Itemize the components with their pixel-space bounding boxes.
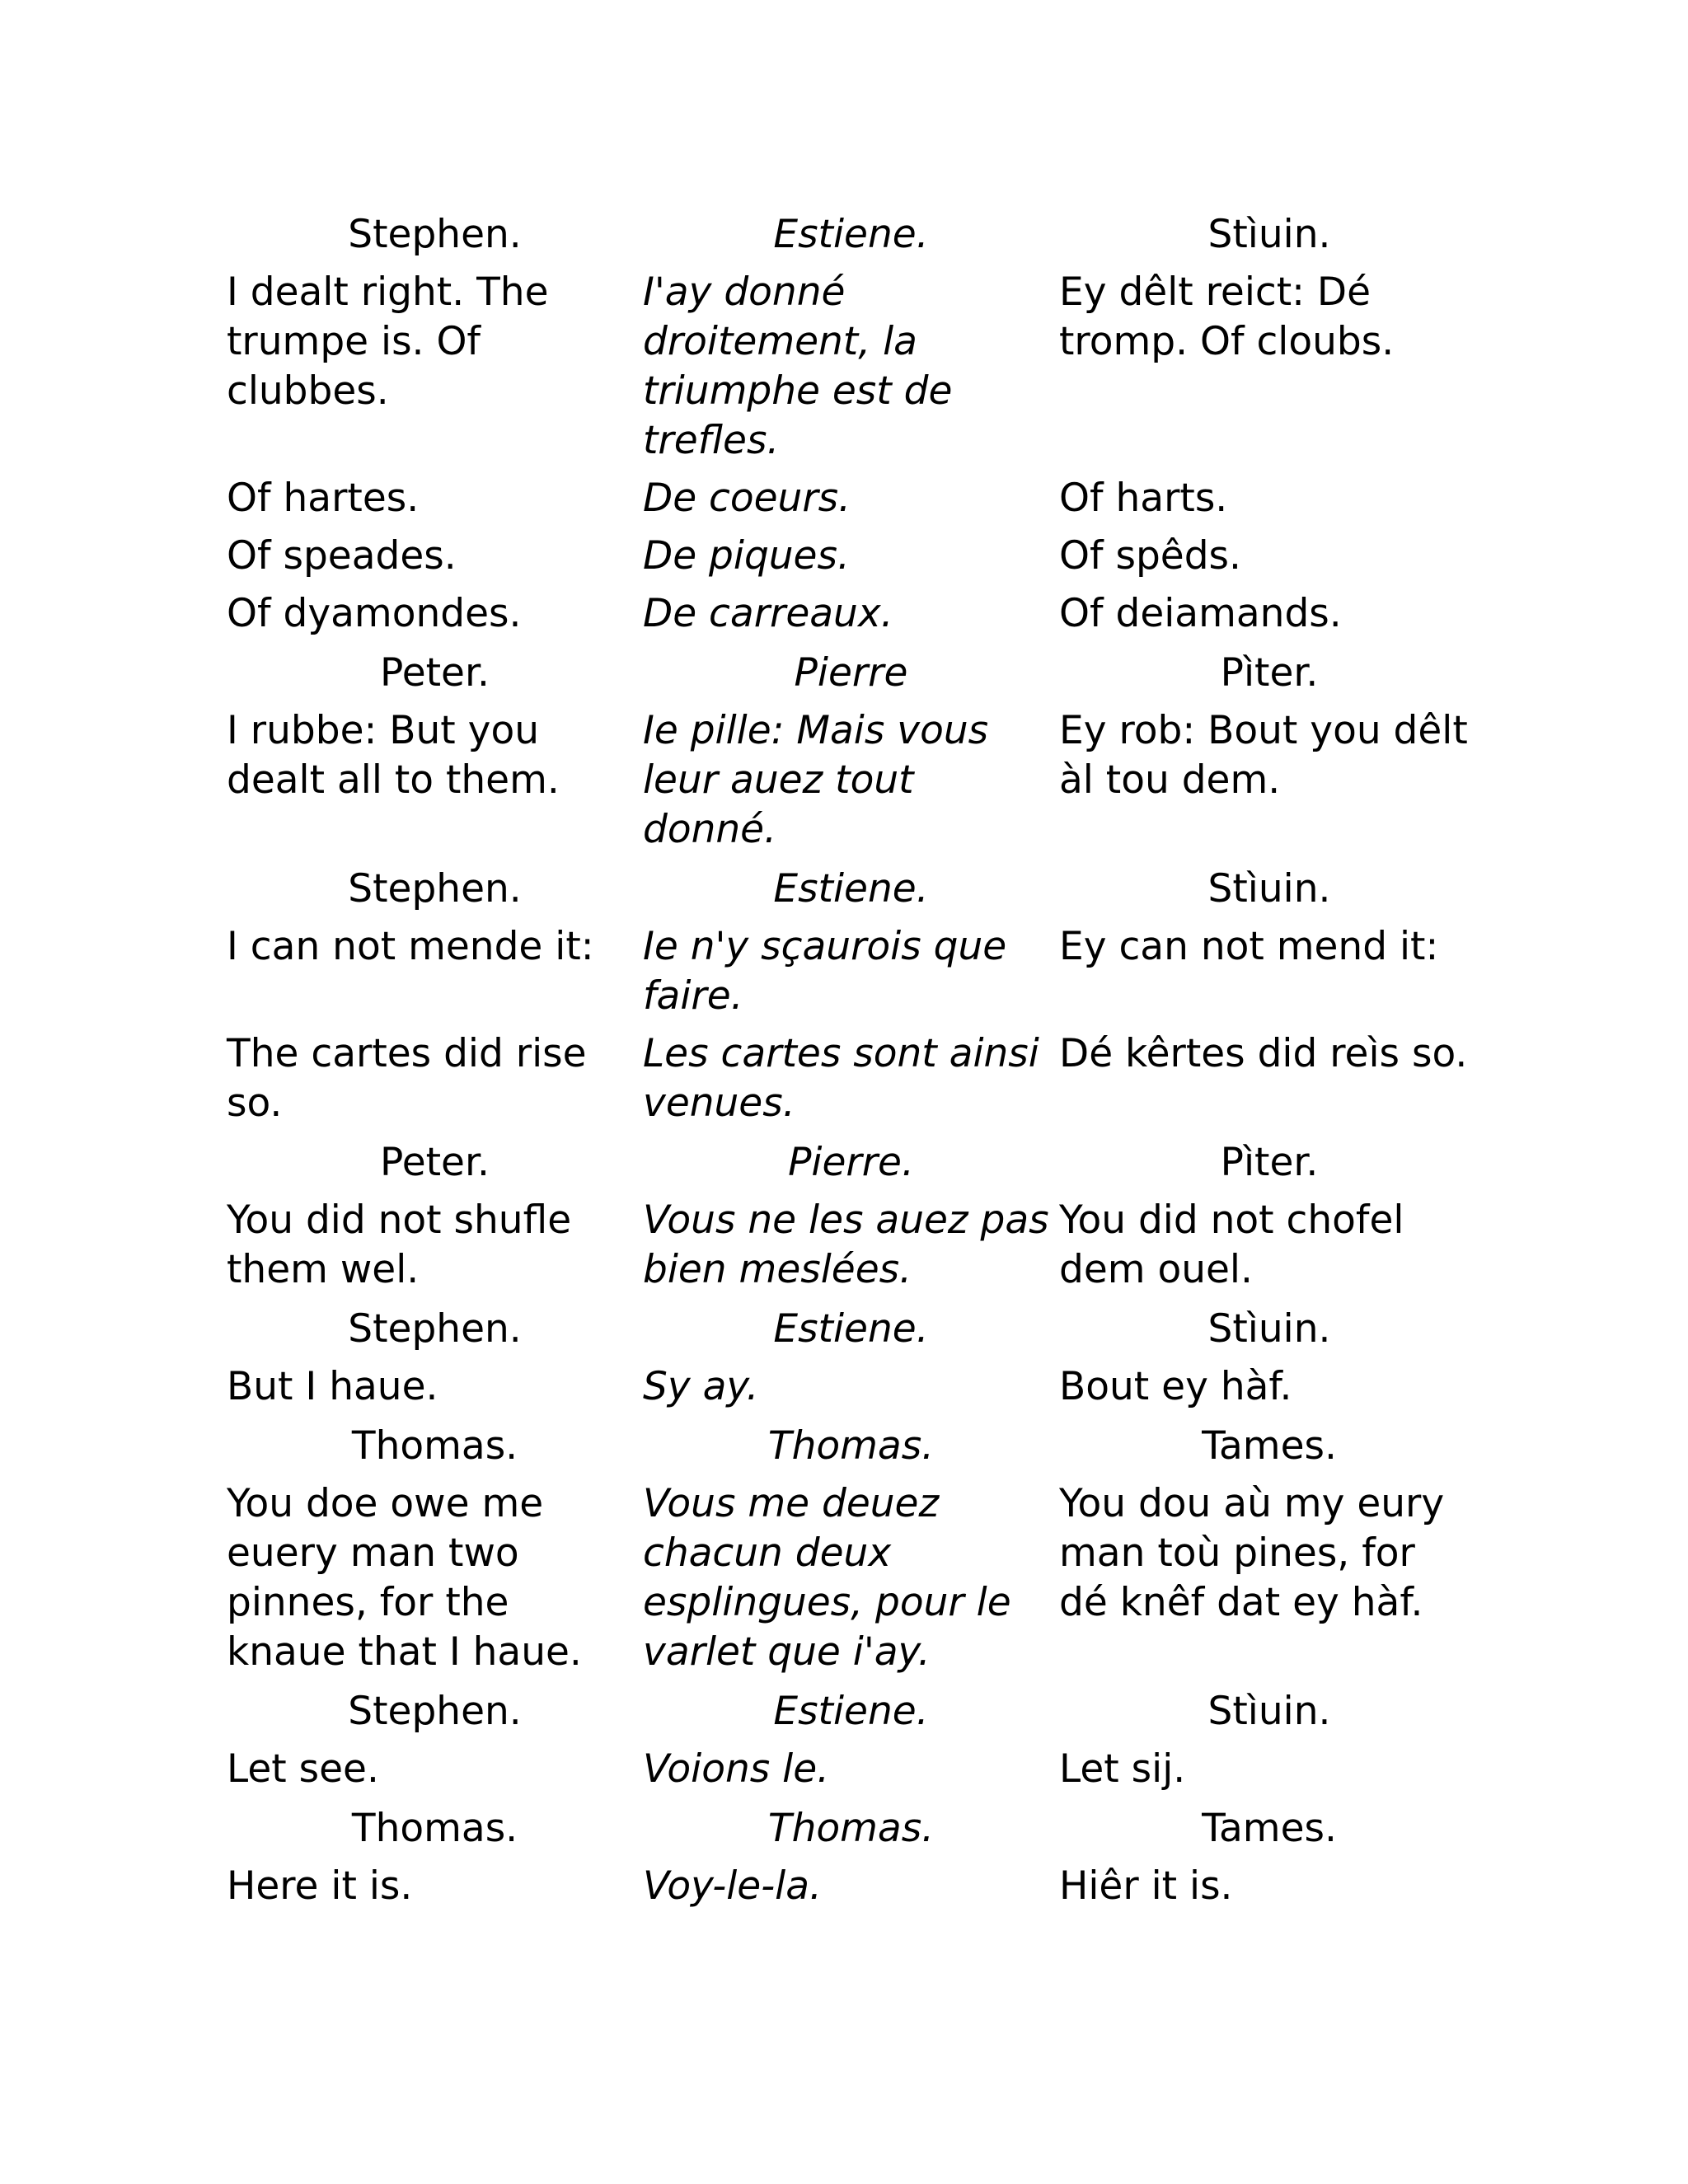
french-cell: Vous ne les auez pas bien meslées. <box>643 1197 1049 1292</box>
phonetic-cell: Dé kêrtes did reìs so. <box>1059 1031 1468 1076</box>
french-speaker: Thomas. <box>767 1423 935 1469</box>
dialogue-row <box>227 268 1479 474</box>
english-cell: The cartes did rise so. <box>227 1031 587 1126</box>
phonetic-cell: Bout ey hàf. <box>1059 1364 1292 1409</box>
speaker-row <box>227 1802 1479 1862</box>
speaker-row <box>227 1685 1479 1745</box>
french-cell: Ie pille: Mais vous leur auez tout donné. <box>643 708 989 852</box>
english-cell: Of dyamondes. <box>227 591 522 636</box>
french-speaker: Estiene. <box>773 1689 929 1734</box>
dialogue-row <box>227 1196 1479 1303</box>
phonetic-cell: Hiêr it is. <box>1059 1863 1233 1909</box>
phonetic-cell: Ey can not mend it: <box>1059 924 1439 969</box>
phonetic-cell: Ey dêlt reict: Dé tromp. Of cloubs. <box>1059 269 1395 364</box>
dialogue-row <box>227 474 1479 532</box>
dialogue-table <box>227 209 1479 1919</box>
english-speaker: Stephen. <box>348 1306 522 1352</box>
english-speaker: Thomas. <box>351 1806 518 1851</box>
english-cell: Let see. <box>227 1746 379 1792</box>
phonetic-speaker: Stìuin. <box>1207 866 1331 912</box>
phonetic-speaker: Stìuin. <box>1207 1689 1331 1734</box>
french-cell: Voions le. <box>643 1746 830 1792</box>
french-cell: De piques. <box>643 533 850 579</box>
phonetic-speaker: Pìter. <box>1220 1140 1319 1185</box>
phonetic-speaker: Stìuin. <box>1207 1306 1331 1352</box>
speaker-row <box>227 1137 1479 1196</box>
phonetic-speaker: Pìter. <box>1220 650 1319 696</box>
phonetic-speaker: Tames. <box>1202 1806 1337 1851</box>
phonetic-cell: Of spêds. <box>1059 533 1241 579</box>
english-speaker: Stephen. <box>348 212 522 257</box>
english-cell: I can not mende it: <box>227 924 594 969</box>
french-cell: Les cartes sont ainsi venues. <box>643 1031 1039 1126</box>
speaker-row <box>227 863 1479 922</box>
phonetic-cell: You dou aù my eury man toù pines, for dé knêf dat ey hàf. <box>1059 1481 1445 1625</box>
phonetic-speaker: Stìuin. <box>1207 212 1331 257</box>
english-speaker: Thomas. <box>351 1423 518 1469</box>
french-cell: I'ay donné droitement, la triumphe est de trefles. <box>643 269 953 463</box>
speaker-row <box>227 1303 1479 1362</box>
french-speaker: Pierre <box>794 650 908 696</box>
english-cell: You doe owe me euery man two pinnes, for the knaue that I haue. <box>227 1481 582 1675</box>
dialogue-row <box>227 1862 1479 1919</box>
french-cell: Sy ay. <box>643 1364 759 1409</box>
dialogue-row <box>227 1745 1479 1802</box>
french-cell: De coeurs. <box>643 476 851 521</box>
english-cell: Here it is. <box>227 1863 413 1909</box>
english-speaker: Peter. <box>380 650 490 696</box>
speaker-row <box>227 1420 1479 1479</box>
french-cell: Voy-le-la. <box>643 1863 822 1909</box>
dialogue-row <box>227 706 1479 863</box>
speaker-row <box>227 209 1479 268</box>
french-speaker: Estiene. <box>773 1306 929 1352</box>
phonetic-speaker: Tames. <box>1202 1423 1337 1469</box>
dialogue-row <box>227 1362 1479 1420</box>
english-cell: I dealt right. The trumpe is. Of clubbes. <box>227 269 549 414</box>
speaker-row <box>227 647 1479 706</box>
french-speaker: Estiene. <box>773 866 929 912</box>
phonetic-cell: Of harts. <box>1059 476 1228 521</box>
english-cell: But I haue. <box>227 1364 438 1409</box>
english-speaker: Stephen. <box>348 1689 522 1734</box>
dialogue-row <box>227 532 1479 589</box>
dialogue-row <box>227 1479 1479 1685</box>
french-speaker: Thomas. <box>767 1806 935 1851</box>
english-speaker: Peter. <box>380 1140 490 1185</box>
english-cell: Of speades. <box>227 533 457 579</box>
phonetic-cell: Let sij. <box>1059 1746 1186 1792</box>
french-speaker: Pierre. <box>788 1140 914 1185</box>
english-speaker: Stephen. <box>348 866 522 912</box>
dialogue-row <box>227 922 1479 1029</box>
french-cell: Ie n'y sçaurois que faire. <box>643 924 1007 1019</box>
phonetic-cell: Of deiamands. <box>1059 591 1342 636</box>
phonetic-cell: You did not chofel dem ouel. <box>1059 1197 1404 1292</box>
english-cell: You did not shufle them wel. <box>227 1197 572 1292</box>
phonetic-cell: Ey rob: Bout you dêlt àl tou dem. <box>1059 708 1468 803</box>
dialogue-row <box>227 589 1479 647</box>
dialogue-row <box>227 1029 1479 1137</box>
french-speaker: Estiene. <box>773 212 929 257</box>
english-cell: I rubbe: But you dealt all to them. <box>227 708 560 803</box>
french-cell: De carreaux. <box>643 591 893 636</box>
french-cell: Vous me deuez chacun deux esplingues, pour le varlet que i'ay. <box>643 1481 1011 1675</box>
english-cell: Of hartes. <box>227 476 420 521</box>
